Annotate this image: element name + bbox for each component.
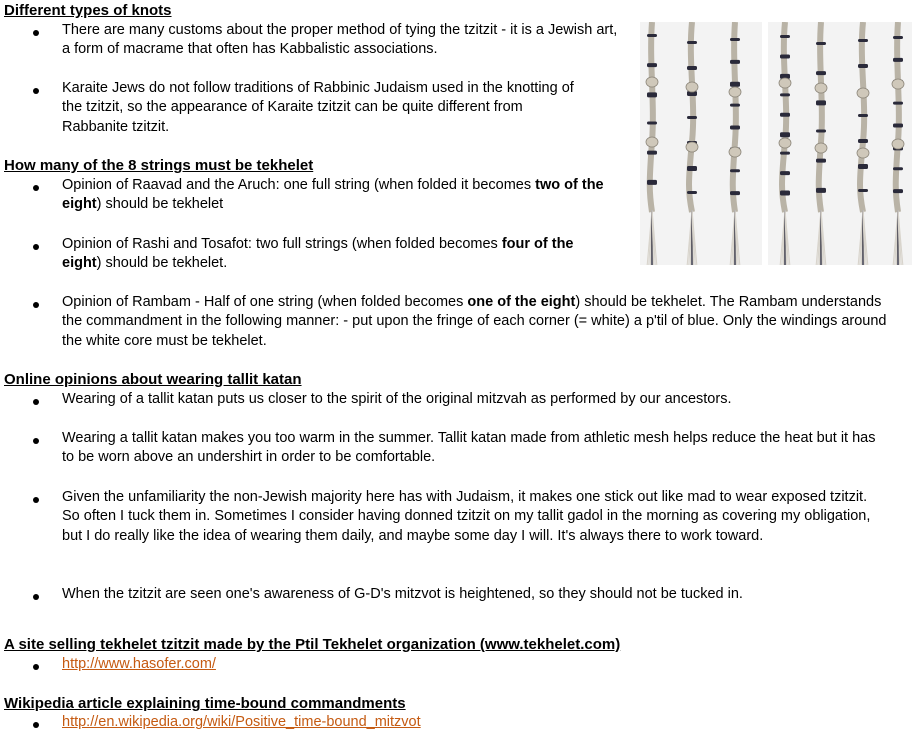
item-text: Wearing a tallit katan makes you too warm in the summer. Tallit katan made from athletic mesh helps reduce the heat but it has to be worn above an undershirt in order to be comfortable. — [62, 430, 876, 466]
bullet-icon — [33, 302, 39, 308]
bullet-icon — [33, 244, 39, 250]
item-text: ) should be tekhelet — [96, 196, 224, 213]
list-item — [62, 585, 902, 604]
item-text: Given the unfamiliarity the non-Jewish majority here has with Judaism, it makes one stick out like mad to wear exposed tzitzit. So often I tuck them in. Sometimes I consider having donned tzitzit on my tallit gadol in the morning as covering my obligation, but I do really like the idea of wearing them daily, and maybe some day I will. It's always there to work toward. — [62, 489, 871, 544]
bullet-icon — [33, 438, 39, 444]
section-heading-tekhelet-strings: How many of the 8 strings must be tekhelet — [4, 157, 314, 174]
item-bold-text: one of the eight — [467, 294, 576, 310]
section-heading-tekhelet-site: A site selling tekhelet tzitzit made by the Ptil Tekhelet organization (www.tekhelet.com) — [4, 636, 621, 653]
section-heading-knots: Different types of knots — [4, 2, 172, 19]
item-text: Wearing of a tallit katan puts us closer to the spirit of the original mitzvah as performed by our ancestors. — [62, 391, 732, 407]
bullet-icon — [33, 497, 39, 503]
item-bold-text: two of the eight — [62, 177, 604, 213]
bullet-icon — [33, 594, 39, 600]
item-text: There are many customs about the proper method of tying the tzitzit - it is a Jewish art, a form of macrame that often has Kabbalistic associations. — [62, 22, 618, 58]
list-item — [62, 176, 610, 215]
bullet-icon — [33, 664, 39, 670]
hasofer-link[interactable]: http://www.hasofer.com/ — [62, 656, 216, 672]
bullet-icon — [33, 185, 39, 191]
item-text: Opinion of Rashi and Tosafot: two full strings (when folded becomes — [62, 236, 502, 252]
list-item — [62, 293, 892, 351]
bullet-icon — [33, 399, 39, 405]
list-item — [62, 390, 902, 409]
item-text: When the tzitzit are seen one's awareness of G-D's mitzvot is heightened, so they should not be tucked in. — [62, 586, 743, 602]
list-item — [62, 235, 610, 274]
item-text: ) should be tekhelet. — [96, 255, 228, 272]
list-item — [62, 488, 884, 546]
tzitzit-photo — [640, 22, 912, 265]
bullet-icon — [33, 722, 39, 728]
list-item — [62, 713, 421, 732]
section-heading-wikipedia: Wikipedia article explaining time-bound commandments — [4, 695, 406, 712]
item-text: Opinion of Rambam - Half of one string (when folded becomes — [62, 294, 468, 310]
section-heading-tallit-katan: Online opinions about wearing tallit katan — [4, 371, 302, 388]
item-text: Opinion of Raavad and the Aruch: one full string (when folded it becomes — [62, 177, 536, 193]
bullet-icon — [33, 30, 39, 36]
list-item — [62, 655, 216, 674]
bullet-icon — [33, 88, 39, 94]
item-bold-text: four of the eight — [62, 236, 574, 272]
item-text: ) should be tekhelet. The Rambam understands the commandment in the following manner: - put upon the fringe of each corner (= white) a p'til of blue. Only the windings around the white core must be tekhelet. — [62, 294, 887, 349]
list-item — [62, 21, 622, 60]
list-item — [62, 429, 882, 468]
item-text: Karaite Jews do not follow traditions of Rabbinic Judaism used in the knotting of the tzitzit, so the appearance of Karaite tzitzit can be quite different from Rabbanite tzitzit. — [62, 80, 574, 135]
list-item — [62, 79, 582, 137]
wikipedia-link[interactable]: http://en.wikipedia.org/wiki/Positive_time-bound_mitzvot — [62, 714, 421, 730]
